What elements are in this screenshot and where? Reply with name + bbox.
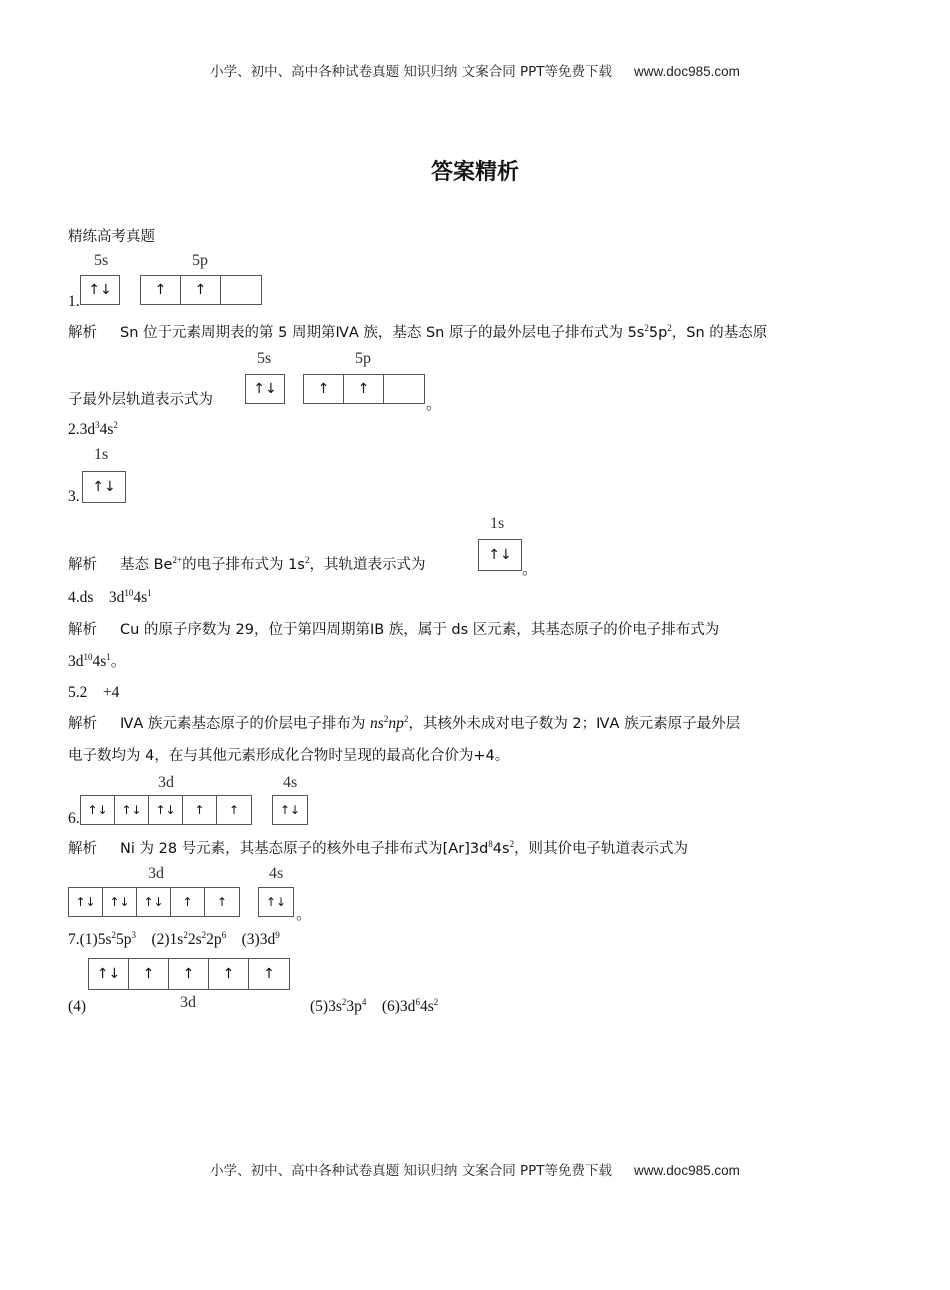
orbital-box: ↑ — [169, 959, 209, 989]
orbital-box: ↑ — [344, 375, 384, 403]
section-heading: 精练高考真题 — [68, 229, 155, 245]
orbital-box: ↑ — [228, 803, 240, 817]
orbital-box: ↑ — [129, 959, 169, 989]
page-header — [0, 60, 950, 80]
q5-line: 5.2 +4 — [68, 684, 120, 701]
q1-number: 1. — [68, 293, 80, 310]
orbital-box: ↑↓ — [92, 479, 116, 495]
footer-url[interactable]: www.doc985.com — [634, 1163, 740, 1178]
orbital-box: ↑↓ — [488, 547, 512, 563]
orbital-box: ↑ — [216, 895, 228, 909]
orbital-box: ↑↓ — [103, 888, 137, 916]
a1-line2: 子最外层轨道表示式为 — [68, 392, 213, 408]
a4-line1: 解析 Cu 的原子序数为 29，位于第四周期第ⅠB 族，属于 ds 区元素，其基态原子的价电子排布式为 — [68, 622, 720, 638]
q3-number: 3. — [68, 488, 80, 505]
q7-part5-6: $(5)3s^23p^4$ $(6)3d^64s^2$ — [310, 997, 439, 1015]
orbital-box: ↑↓ — [88, 282, 112, 298]
a3-line: 解析 基态 $Be^{2+}$的电子排布式为 $1s^2$，其轨道表示式为 — [68, 555, 426, 573]
orbital-box: ↑↓ — [253, 381, 277, 397]
orbital-box: ↑↓ — [265, 895, 287, 909]
q6-number: 6. — [68, 810, 80, 827]
orbital-box: ↑ — [209, 959, 249, 989]
a3-period: 。 — [522, 561, 538, 578]
orbital-box: ↑↓ — [69, 888, 103, 916]
orbital-box: ↑ — [181, 276, 221, 304]
a4-line2: $3d^{10}4s^1$。 — [68, 652, 127, 670]
orbital-box: ↑↓ — [137, 888, 171, 916]
a6-line1: 解析 Ni 为 28 号元素，其基态原子的核外电子排布式为$[Ar]3d^84s^2$，则其价电子轨道表示式为 — [68, 839, 689, 857]
orbital-box: ↑ — [171, 888, 205, 916]
header-url[interactable]: www.doc985.com — [634, 64, 740, 79]
a6-period: 。 — [296, 906, 312, 923]
q1-5p-label: 5p — [192, 252, 208, 269]
orbital-box: ↑↓ — [89, 959, 129, 989]
orbital-box: ↑↓ — [115, 796, 149, 824]
q7-line1: $7.(1)5s^25p^3$ $(2)1s^22s^22p^6$ $(3)3d^9$ — [68, 930, 280, 948]
orbital-box — [384, 375, 424, 403]
orbital-box: ↑↓ — [149, 796, 183, 824]
orbital-box: ↑ — [183, 796, 217, 824]
a1-line1: 解析 Sn 位于元素周期表的第 5 周期第ⅣA 族，基态 Sn 原子的最外层电子排布式为 $5s^25p^2$，Sn 的基态原 — [68, 323, 768, 341]
header-text: 小学、初中、高中各种试卷真题 知识归纳 文案合同 PPT等免费下载 — [210, 64, 613, 80]
orbital-box: ↑ — [304, 375, 344, 403]
orbital-box: ↑↓ — [81, 796, 115, 824]
q1-5s-label: 5s — [94, 252, 109, 269]
orbital-box: ↑ — [141, 276, 181, 304]
a5-line1: 解析 ⅣA 族元素基态原子的价层电子排布为 $ns^2np^2$，其核外未成对电子数为 2；ⅣA 族元素原子最外层 — [68, 714, 741, 732]
a5-line2: 电子数均为 4，在与其他元素形成化合物时呈现的最高化合价为+4。 — [68, 748, 510, 764]
q1-5s-box — [80, 275, 120, 305]
orbital-box: ↑↓ — [279, 803, 301, 817]
page-title: 答案精析 — [430, 160, 519, 185]
orbital-box — [221, 276, 261, 304]
q1-5p-box — [140, 275, 262, 305]
footer-text: 小学、初中、高中各种试卷真题 知识归纳 文案合同 PPT等免费下载 — [210, 1163, 613, 1179]
page-footer — [0, 1159, 950, 1179]
q7-part4: (4) — [68, 998, 87, 1015]
q4-line: 4.ds $3d^{10}4s^1$ — [68, 588, 152, 606]
orbital-box: ↑ — [263, 966, 275, 982]
q2-line: $2.3d^34s^2$ — [68, 420, 118, 438]
a1-period: 。 — [426, 396, 442, 413]
